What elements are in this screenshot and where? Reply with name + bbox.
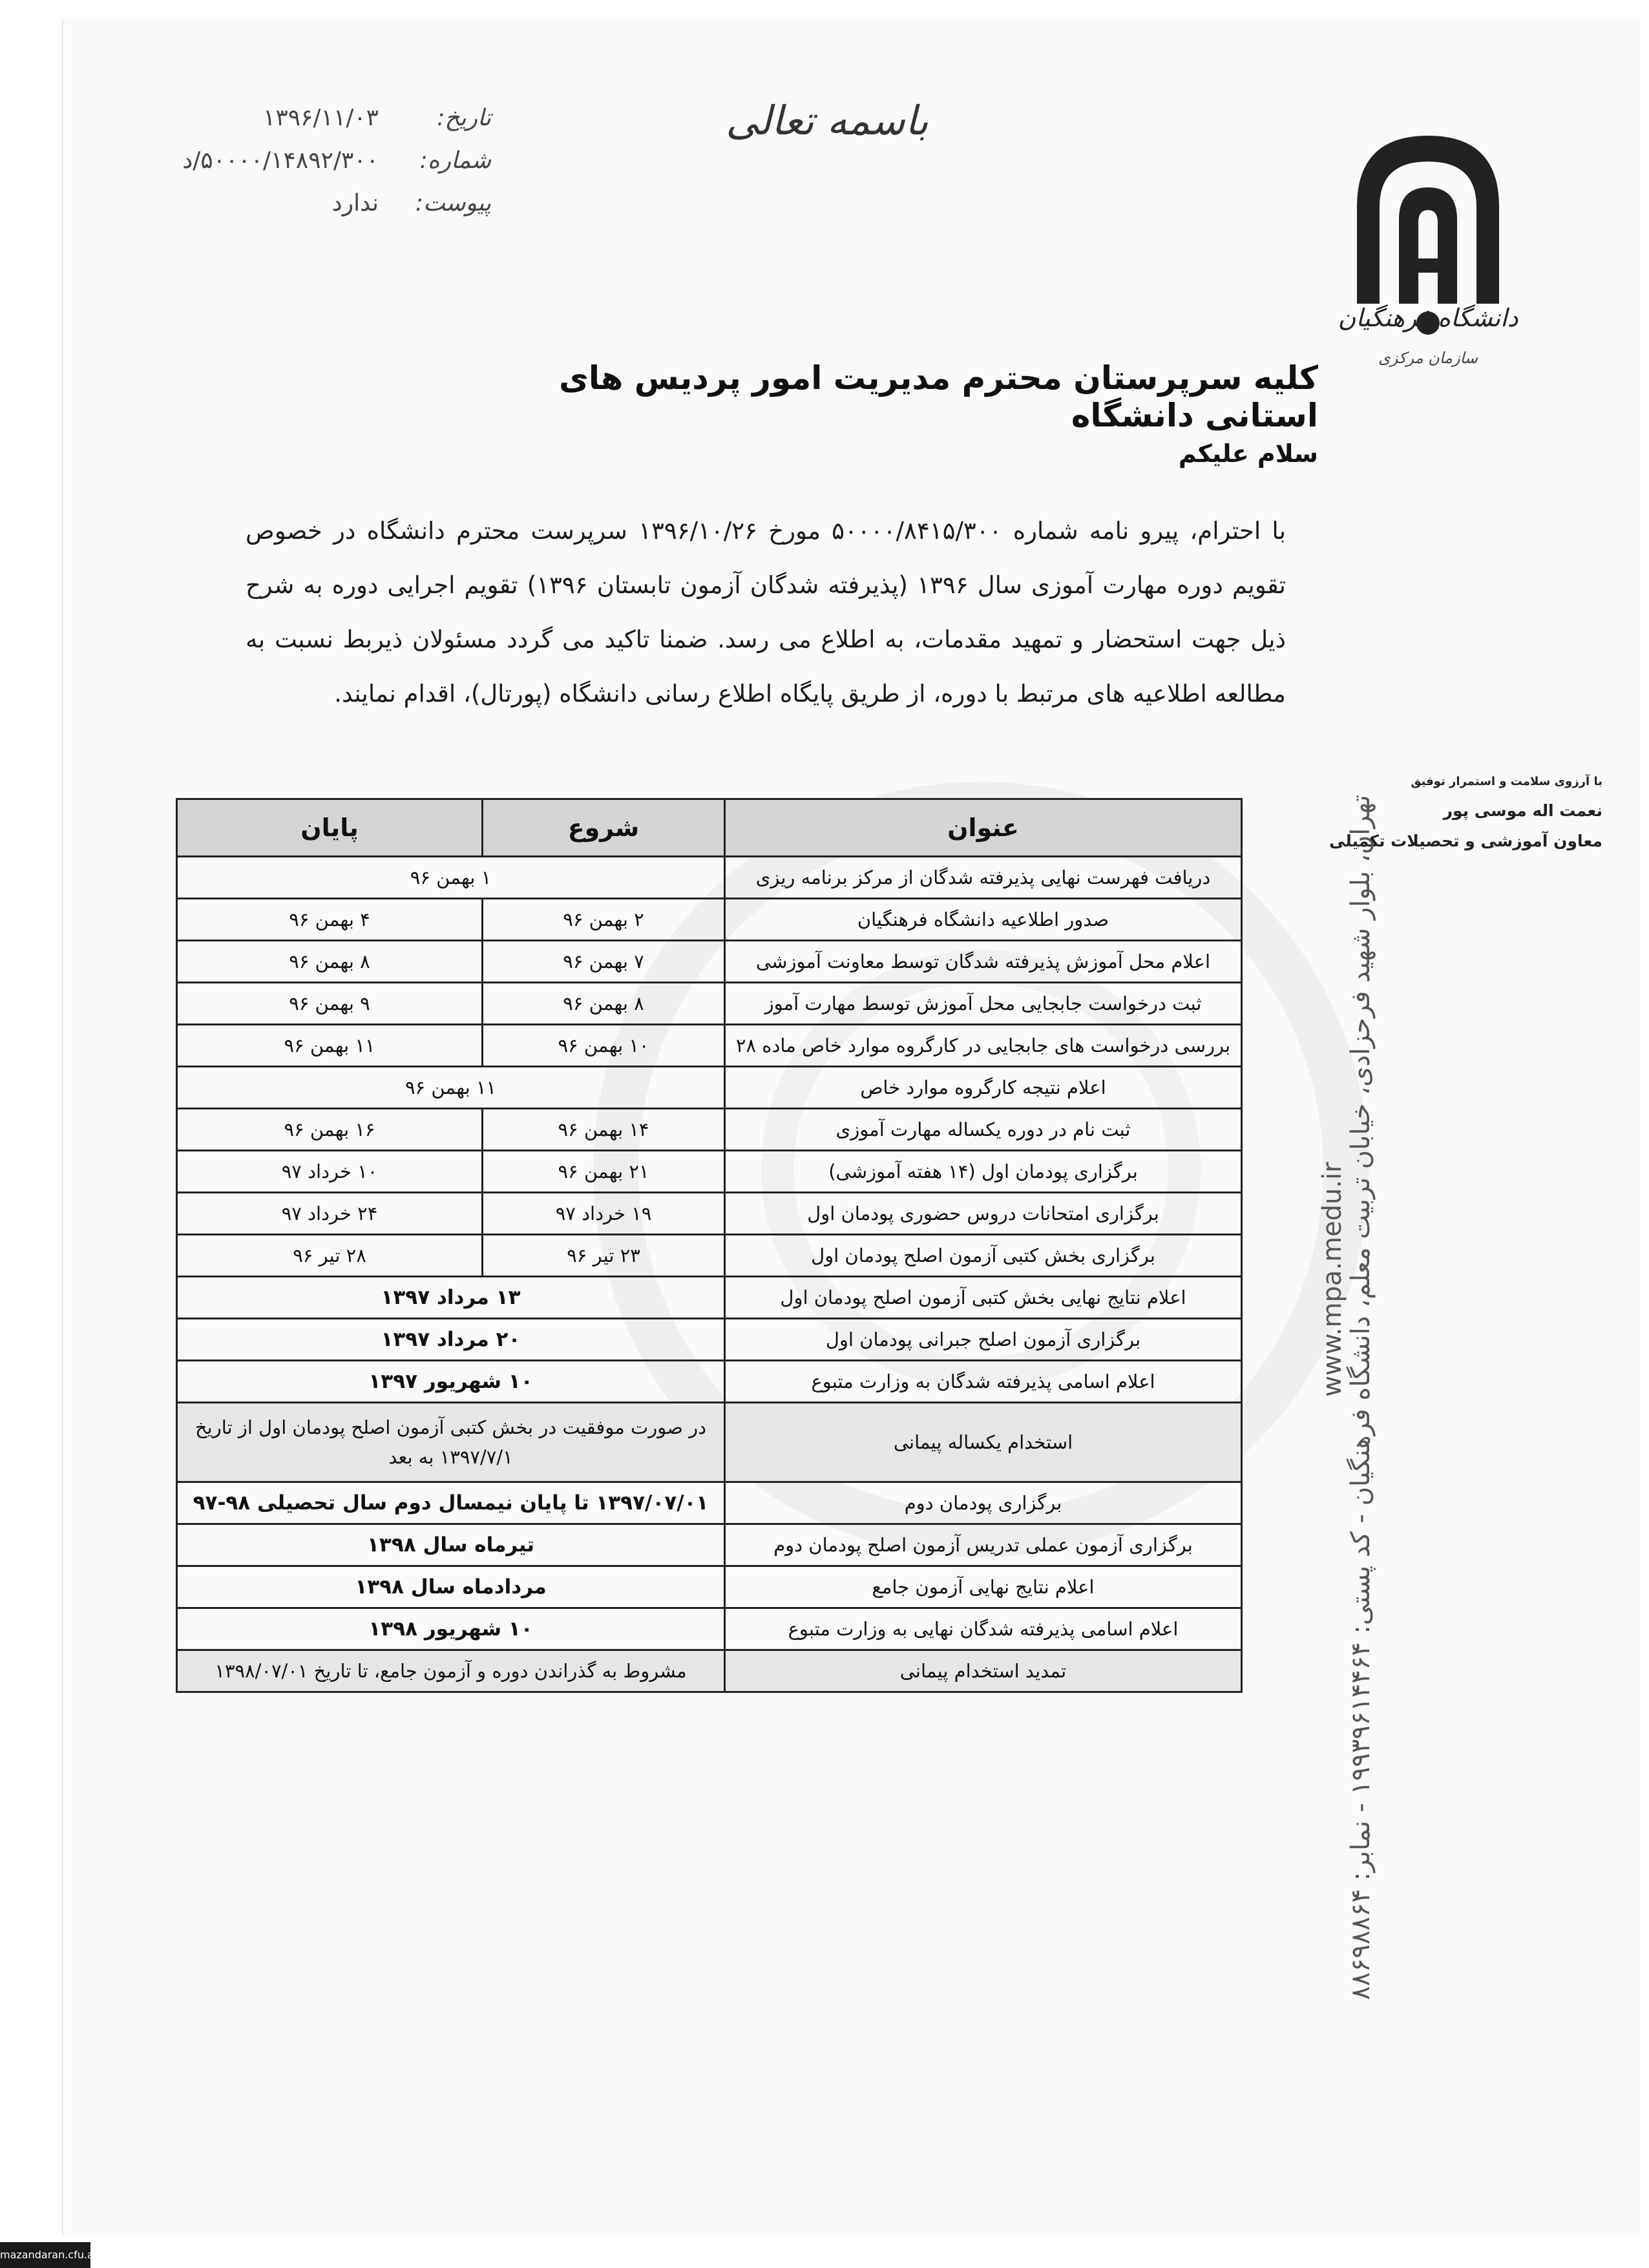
row-end: ۱۱ بهمن ۹۶ [177,1025,483,1067]
letter-meta [129,97,491,225]
row-date: مشروط به گذراندن دوره و آزمون جامع، تا تاریخ ۱۳۹۸/۰۷/۰۱ [177,1650,725,1692]
row-title: برگزاری امتحانات دروس حضوری پودمان اول [725,1193,1242,1235]
row-title: برگزاری بخش کتبی آزمون اصلح پودمان اول [725,1235,1242,1277]
signature-block [1228,769,1602,856]
table-row [177,1319,1242,1361]
row-title: اعلام نتایج نهایی آزمون جامع [725,1566,1242,1608]
row-end: ۹ بهمن ۹۶ [177,983,483,1025]
table-row [177,1403,1242,1482]
postal-address: تهران، بلوار شهید فرحزادی، خیابان تربیت معلم، دانشگاه فرهنگیان - کد پستی: ۱۹۹۳۹۶۱۴۴۶۴ - نمابر: ۸۸۶۹۸۸۶۴ [1346,795,1376,2000]
table-row [177,1524,1242,1566]
row-title: برگزاری پودمان دوم [725,1482,1242,1524]
row-title: اعلام محل آموزش پذیرفته شدگان توسط معاونت آموزشی [725,941,1242,983]
row-title: ثبت درخواست جابجایی محل آموزش توسط مهارت آموز [725,983,1242,1025]
meta-number [129,140,491,182]
logo-caption: دانشگاه فرهنگیان [1338,304,1518,332]
column-header-title: عنوان [725,799,1242,857]
table-header-row [177,799,1242,857]
row-date: تیرماه سال ۱۳۹۸ [177,1524,725,1566]
row-title: اعلام اسامی پذیرفته شدگان نهایی به وزارت متبوع [725,1608,1242,1650]
row-title: دریافت فهرست نهایی پذیرفته شدگان از مرکز برنامه ریزی [725,857,1242,899]
table-row [177,1608,1242,1650]
row-end: ۱۰ خرداد ۹۷ [177,1151,483,1193]
row-title: ثبت نام در دوره یکساله مهارت آموزی [725,1109,1242,1151]
table-row [177,1193,1242,1235]
table-row [177,1067,1242,1109]
table-row [177,1482,1242,1524]
row-title: برگزاری آزمون عملی تدریس آزمون اصلح پودمان دوم [725,1524,1242,1566]
row-start: ۲ بهمن ۹۶ [483,899,725,941]
table-row [177,857,1242,899]
row-date: ۱۳ مرداد ۱۳۹۷ [177,1277,725,1319]
table-row [177,1235,1242,1277]
table-row [177,1361,1242,1403]
row-date: ۱۰ شهریور ۱۳۹۷ [177,1361,725,1403]
row-start: ۱۹ خرداد ۹۷ [483,1193,725,1235]
letter-body: با احترام، پیرو نامه شماره ۵۰۰۰۰/۸۴۱۵/۳۰۰ مورخ ۱۳۹۶/۱۰/۲۶ سرپرست محترم دانشگاه در خصوص تقویم دوره مهارت آموزی سال ۱۳۹۶ (پذیرفته شدگان آزمون تابستان ۱۳۹۶) تقویم اجرایی دوره به شرح ذیل جهت استحضار و تمهید مقدمات، به اطلاع می رسد. ضمنا تاکید می گردد مسئولان ذیربط نسبت به مطالعه اطلاعیه های مرتبط با دوره، از طریق پایگاه اطلاع رسانی دانشگاه (پورتال)، اقدام نمایند. [246,517,1286,708]
column-header-start: شروع [483,799,725,857]
signature-title: معاون آموزشی و تحصیلات تکمیلی [1329,832,1602,850]
meta-value: ۵۰۰۰۰/۱۴۸۹۲/۳۰۰/د [182,147,379,174]
table-row [177,899,1242,941]
table-row [177,1109,1242,1151]
column-header-end: پایان [177,799,483,857]
letter-greeting: سلام علیکم [1178,439,1318,468]
row-date: در صورت موفقیت در بخش کتبی آزمون اصلح پودمان اول از تاریخ ۱۳۹۷/۷/۱ به بعد [177,1403,725,1482]
row-start: ۲۱ بهمن ۹۶ [483,1151,725,1193]
row-date: ۱۰ شهریور ۱۳۹۸ [177,1608,725,1650]
row-start: ۸ بهمن ۹۶ [483,983,725,1025]
schedule-table [176,798,1243,1693]
row-start: ۲۳ تیر ۹۶ [483,1235,725,1277]
row-date: ۱۱ بهمن ۹۶ [177,1067,725,1109]
row-title: برگزاری پودمان اول (۱۴ هفته آموزشی) [725,1151,1242,1193]
meta-label: شماره: [419,147,491,174]
signature-name: نعمت اله موسی پور [1443,801,1602,820]
row-title: اعلام نتایج نهایی بخش کتبی آزمون اصلح پودمان اول [725,1277,1242,1319]
website-url: www.mpa.medu.ir [1318,1162,1347,1397]
table-row [177,1277,1242,1319]
table-row [177,983,1242,1025]
row-end: ۸ بهمن ۹۶ [177,941,483,983]
row-start: ۱۰ بهمن ۹۶ [483,1025,725,1067]
table-row [177,1025,1242,1067]
row-title: بررسی درخواست های جابجایی در کارگروه موارد خاص ماده ۲۸ [725,1025,1242,1067]
table-row [177,1650,1242,1692]
row-title: اعلام نتیجه کارگروه موارد خاص [725,1067,1242,1109]
row-title: برگزاری آزمون اصلح جبرانی پودمان اول [725,1319,1242,1361]
row-end: ۲۸ تیر ۹۶ [177,1235,483,1277]
letter-heading: کلیه سرپرستان محترم مدیریت امور پردیس های استانی دانشگاه [559,359,1318,434]
row-date: مردادماه سال ۱۳۹۸ [177,1566,725,1608]
row-title: تمدید استخدام پیمانی [725,1650,1242,1692]
signature-note: با آرزوی سلامت و استمرار توفیق [1411,775,1602,788]
row-end: ۲۴ خرداد ۹۷ [177,1193,483,1235]
vertical-address [1318,795,1376,2000]
meta-label: تاریخ: [437,105,491,131]
meta-value: ندارد [331,190,379,216]
row-end: ۱۶ بهمن ۹۶ [177,1109,483,1151]
table-row [177,1151,1242,1193]
logo-subcaption: سازمان مرکزی [1378,349,1478,367]
meta-value: ۱۳۹۶/۱۱/۰۳ [263,105,379,131]
source-tag: mazandaran.cfu.ac.ir [0,2242,90,2268]
meta-date [129,97,491,140]
row-date: ۲۰ مرداد ۱۳۹۷ [177,1319,725,1361]
row-date: ۱۳۹۷/۰۷/۰۱ تا پایان نیمسال دوم سال تحصیلی ۹۸-۹۷ [177,1482,725,1524]
row-date: ۱ بهمن ۹۶ [177,857,725,899]
basmala: باسمه تعالی [726,97,929,144]
meta-attachment [129,182,491,225]
table-row [177,1566,1242,1608]
row-title: استخدام یکساله پیمانی [725,1403,1242,1482]
meta-label: پیوست: [415,190,491,216]
row-title: اعلام اسامی پذیرفته شدگان به وزارت متبوع [725,1361,1242,1403]
row-end: ۴ بهمن ۹۶ [177,899,483,941]
row-title: صدور اطلاعیه دانشگاه فرهنگیان [725,899,1242,941]
row-start: ۷ بهمن ۹۶ [483,941,725,983]
table-row [177,941,1242,983]
row-start: ۱۴ بهمن ۹۶ [483,1109,725,1151]
